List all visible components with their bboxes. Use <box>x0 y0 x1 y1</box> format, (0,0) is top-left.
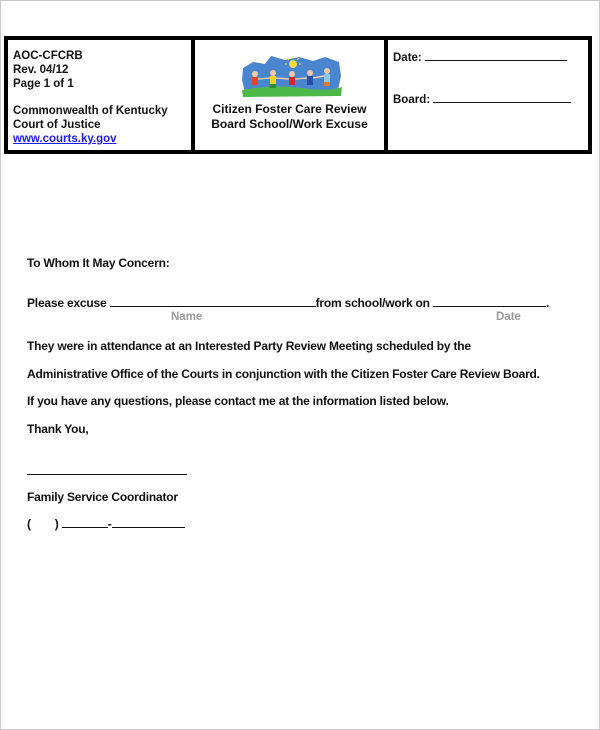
phone-number-blank[interactable] <box>112 526 185 528</box>
salutation: To Whom It May Concern: <box>27 256 170 270</box>
phone-prefix-blank[interactable] <box>62 526 108 528</box>
form-info-cell <box>8 40 195 150</box>
date-field[interactable] <box>393 52 567 64</box>
name-caption: Name <box>171 311 203 323</box>
name-blank[interactable] <box>110 305 316 307</box>
signer-title: Family Service Coordinator <box>27 490 178 504</box>
paragraph-3: If you have any questions, please contact me at the information listed below. <box>27 394 449 408</box>
org-line2: Court of Justice <box>13 119 101 131</box>
form-title <box>195 102 384 132</box>
board-field[interactable] <box>393 94 571 106</box>
date-label: Date: <box>393 52 422 64</box>
page-number: Page 1 of 1 <box>13 78 74 90</box>
board-line[interactable] <box>433 101 571 103</box>
form-header <box>4 36 592 154</box>
title-line2: Board School/Work Excuse <box>211 117 368 131</box>
closing: Thank You, <box>27 422 89 436</box>
excuse-prefix: Please excuse <box>27 296 107 310</box>
excuse-middle: from school/work on <box>315 296 430 310</box>
excuse-end: . <box>545 296 550 310</box>
website-link[interactable]: www.courts.ky.gov <box>13 133 117 145</box>
date-caption: Date <box>496 311 521 323</box>
excuse-line <box>27 296 549 310</box>
title-cell <box>195 40 388 150</box>
date-line[interactable] <box>425 59 567 61</box>
children-logo-icon <box>241 54 343 98</box>
board-label: Board: <box>393 94 431 106</box>
phone-open-paren: ( <box>27 517 31 531</box>
phone-field[interactable] <box>27 517 185 531</box>
signature-line[interactable] <box>27 474 187 475</box>
date-board-cell <box>388 40 588 150</box>
form-id: AOC-CFCRB <box>13 50 83 62</box>
revision: Rev. 04/12 <box>13 64 69 76</box>
paragraph-2: Administrative Office of the Courts in conjunction with the Citizen Foster Care Review Board. <box>27 367 540 381</box>
org-line1: Commonwealth of Kentucky <box>13 105 168 117</box>
title-line1: Citizen Foster Care Review <box>212 102 367 116</box>
phone-dash: - <box>107 517 112 531</box>
paragraph-1: They were in attendance at an Interested Party Review Meeting scheduled by the <box>27 339 471 353</box>
date-blank[interactable] <box>433 305 546 307</box>
phone-close-paren: ) <box>54 517 59 531</box>
